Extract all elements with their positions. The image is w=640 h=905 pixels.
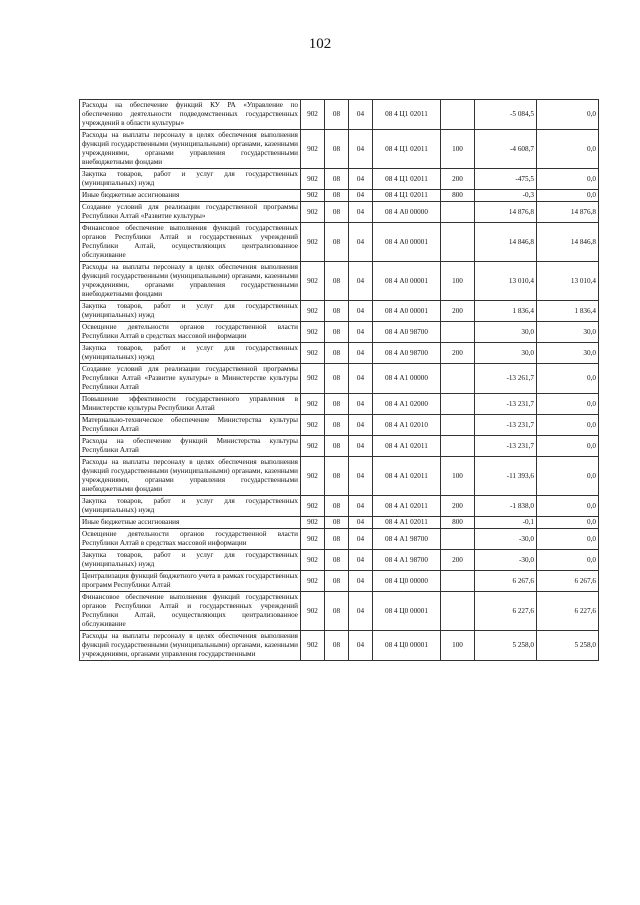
ministry-code: 902	[301, 262, 325, 301]
table-row	[80, 631, 599, 661]
ministry-code: 902	[301, 496, 325, 517]
expense-type	[441, 415, 475, 436]
row-name: Финансовое обеспечение выполнения функций государственных органов Республики Алтай и государственных учреждений Республики Алтай, осуществляющих централизованное обслуживание	[80, 592, 301, 631]
expense-type: 100	[441, 262, 475, 301]
amount-second: 0,0	[537, 394, 599, 415]
target-article: 08 4 А0 00001	[373, 262, 441, 301]
section-code: 08	[325, 262, 349, 301]
amount-first: 30,0	[475, 343, 537, 364]
expense-type	[441, 394, 475, 415]
row-name: Закупка товаров, работ и услуг для государственных (муниципальных) нужд	[80, 550, 301, 571]
target-article: 08 4 А1 02011	[373, 436, 441, 457]
table-row	[80, 202, 599, 223]
expense-type: 800	[441, 190, 475, 202]
expense-type: 200	[441, 343, 475, 364]
row-name: Закупка товаров, работ и услуг для государственных (муниципальных) нужд	[80, 496, 301, 517]
target-article: 08 4 Ц1 02011	[373, 190, 441, 202]
target-article: 08 4 А0 00001	[373, 301, 441, 322]
table-row	[80, 301, 599, 322]
amount-first: -13 231,7	[475, 394, 537, 415]
amount-first: -4 608,7	[475, 130, 537, 169]
expense-type	[441, 529, 475, 550]
row-name: Материально-техническое обеспечение Министерства культуры Республики Алтай	[80, 415, 301, 436]
amount-first: 5 258,0	[475, 631, 537, 661]
amount-first: -30,0	[475, 550, 537, 571]
amount-second: 0,0	[537, 130, 599, 169]
row-name: Освещение деятельности органов государственной власти Республики Алтай в средствах массовой информации	[80, 322, 301, 343]
table-row	[80, 436, 599, 457]
row-name: Создание условий для реализации государственной программы Республики Алтай «Развитие культуры» в Министерстве культуры Республики Алтай	[80, 364, 301, 394]
amount-second: 0,0	[537, 364, 599, 394]
section-code: 08	[325, 457, 349, 496]
row-name: Освещение деятельности органов государственной власти Республики Алтай в средствах массовой информации	[80, 529, 301, 550]
section-code: 08	[325, 415, 349, 436]
subsection-code: 04	[349, 517, 373, 529]
ministry-code: 902	[301, 301, 325, 322]
subsection-code: 04	[349, 415, 373, 436]
amount-second: 0,0	[537, 529, 599, 550]
amount-second: 0,0	[537, 517, 599, 529]
row-name: Расходы на обеспечение функций Министерства культуры Республики Алтай	[80, 436, 301, 457]
row-name: Расходы на выплаты персоналу в целях обеспечения выполнения функций государственными (муниципальными) органами, казенными учреждениями, органами управления государственными внебюджетными фондами	[80, 457, 301, 496]
amount-second: 0,0	[537, 169, 599, 190]
row-name: Финансовое обеспечение выполнения функций государственных органов Республики Алтай и государственных учреждений Республики Алтай, осуществляющих централизованное обслуживание	[80, 223, 301, 262]
amount-second: 0,0	[537, 100, 599, 130]
amount-second: 6 267,6	[537, 571, 599, 592]
ministry-code: 902	[301, 364, 325, 394]
target-article: 08 4 А1 98700	[373, 550, 441, 571]
table-row	[80, 364, 599, 394]
amount-first: -0,1	[475, 517, 537, 529]
table-row	[80, 496, 599, 517]
table-row	[80, 550, 599, 571]
table-row	[80, 190, 599, 202]
expense-type: 200	[441, 301, 475, 322]
row-name: Иные бюджетные ассигнования	[80, 190, 301, 202]
row-name: Расходы на выплаты персоналу в целях обеспечения выполнения функций государственными (муниципальными) органами, казенными учреждениями, органами управления государственными внебюджетными фондами	[80, 130, 301, 169]
target-article: 08 4 А1 02000	[373, 394, 441, 415]
table-row	[80, 517, 599, 529]
table-row	[80, 394, 599, 415]
row-name: Закупка товаров, работ и услуг для государственных (муниципальных) нужд	[80, 301, 301, 322]
target-article: 08 4 А1 02010	[373, 415, 441, 436]
amount-first: -13 231,7	[475, 415, 537, 436]
ministry-code: 902	[301, 394, 325, 415]
amount-second: 14 876,8	[537, 202, 599, 223]
row-name: Централизация функций бюджетного учета в рамках государственных программ Республики Алтай	[80, 571, 301, 592]
amount-first: 1 836,4	[475, 301, 537, 322]
ministry-code: 902	[301, 529, 325, 550]
expense-type	[441, 592, 475, 631]
subsection-code: 04	[349, 394, 373, 415]
subsection-code: 04	[349, 223, 373, 262]
subsection-code: 04	[349, 550, 373, 571]
row-name: Повышение эффективности государственного управления в Министерстве культуры Республики Алтай	[80, 394, 301, 415]
subsection-code: 04	[349, 529, 373, 550]
table-row	[80, 322, 599, 343]
section-code: 08	[325, 169, 349, 190]
section-code: 08	[325, 550, 349, 571]
amount-first: -5 084,5	[475, 100, 537, 130]
ministry-code: 902	[301, 631, 325, 661]
target-article: 08 4 А0 98700	[373, 322, 441, 343]
amount-first: -475,5	[475, 169, 537, 190]
target-article: 08 4 Ц0 00000	[373, 571, 441, 592]
ministry-code: 902	[301, 100, 325, 130]
section-code: 08	[325, 100, 349, 130]
section-code: 08	[325, 529, 349, 550]
amount-second: 1 836,4	[537, 301, 599, 322]
target-article: 08 4 А1 98700	[373, 529, 441, 550]
row-name: Закупка товаров, работ и услуг для государственных (муниципальных) нужд	[80, 343, 301, 364]
expense-type	[441, 364, 475, 394]
target-article: 08 4 Ц1 02011	[373, 130, 441, 169]
expense-type	[441, 223, 475, 262]
ministry-code: 902	[301, 457, 325, 496]
subsection-code: 04	[349, 496, 373, 517]
expense-type	[441, 436, 475, 457]
target-article: 08 4 А1 02011	[373, 457, 441, 496]
expense-type: 100	[441, 457, 475, 496]
target-article: 08 4 Ц1 02011	[373, 100, 441, 130]
amount-first: 6 267,6	[475, 571, 537, 592]
ministry-code: 902	[301, 130, 325, 169]
subsection-code: 04	[349, 571, 373, 592]
expense-type: 100	[441, 631, 475, 661]
amount-first: 14 846,8	[475, 223, 537, 262]
section-code: 08	[325, 571, 349, 592]
target-article: 08 4 А0 00001	[373, 223, 441, 262]
ministry-code: 902	[301, 190, 325, 202]
subsection-code: 04	[349, 364, 373, 394]
expense-type: 800	[441, 517, 475, 529]
subsection-code: 04	[349, 457, 373, 496]
section-code: 08	[325, 631, 349, 661]
expense-type	[441, 322, 475, 343]
subsection-code: 04	[349, 322, 373, 343]
expense-type: 200	[441, 169, 475, 190]
row-name: Закупка товаров, работ и услуг для государственных (муниципальных) нужд	[80, 169, 301, 190]
section-code: 08	[325, 394, 349, 415]
table-row	[80, 262, 599, 301]
amount-second: 0,0	[537, 457, 599, 496]
section-code: 08	[325, 190, 349, 202]
ministry-code: 902	[301, 343, 325, 364]
row-name: Создание условий для реализации государственной программы Республики Алтай «Развитие культуры»	[80, 202, 301, 223]
amount-second: 30,0	[537, 343, 599, 364]
ministry-code: 902	[301, 223, 325, 262]
amount-second: 0,0	[537, 436, 599, 457]
amount-first: -13 261,7	[475, 364, 537, 394]
amount-first: -1 838,0	[475, 496, 537, 517]
amount-first: -11 393,6	[475, 457, 537, 496]
section-code: 08	[325, 130, 349, 169]
ministry-code: 902	[301, 550, 325, 571]
table-row	[80, 457, 599, 496]
section-code: 08	[325, 301, 349, 322]
amount-second: 0,0	[537, 496, 599, 517]
section-code: 08	[325, 343, 349, 364]
target-article: 08 4 Ц1 02011	[373, 169, 441, 190]
amount-second: 5 258,0	[537, 631, 599, 661]
table-row	[80, 100, 599, 130]
subsection-code: 04	[349, 436, 373, 457]
amount-second: 0,0	[537, 190, 599, 202]
section-code: 08	[325, 436, 349, 457]
subsection-code: 04	[349, 631, 373, 661]
ministry-code: 902	[301, 436, 325, 457]
row-name: Расходы на обеспечение функций КУ РА «Управление по обеспечению деятельности подведомственных государственных учреждений в области культуры»	[80, 100, 301, 130]
table-row	[80, 592, 599, 631]
section-code: 08	[325, 517, 349, 529]
target-article: 08 4 А1 00000	[373, 364, 441, 394]
table-row	[80, 169, 599, 190]
table-body	[80, 100, 599, 661]
expense-type	[441, 571, 475, 592]
section-code: 08	[325, 322, 349, 343]
expense-type: 200	[441, 550, 475, 571]
amount-first: -13 231,7	[475, 436, 537, 457]
ministry-code: 902	[301, 415, 325, 436]
amount-second: 6 227,6	[537, 592, 599, 631]
row-name: Расходы на выплаты персоналу в целях обеспечения выполнения функций государственными (муниципальными) органами, казенными учреждениями, органами управления государственными	[80, 631, 301, 661]
budget-table	[79, 99, 599, 661]
page-number: 102	[308, 36, 332, 52]
target-article: 08 4 А0 00000	[373, 202, 441, 223]
amount-second: 13 010,4	[537, 262, 599, 301]
amount-second: 14 846,8	[537, 223, 599, 262]
subsection-code: 04	[349, 592, 373, 631]
ministry-code: 902	[301, 571, 325, 592]
amount-second: 30,0	[537, 322, 599, 343]
subsection-code: 04	[349, 169, 373, 190]
table-row	[80, 130, 599, 169]
table-row	[80, 529, 599, 550]
section-code: 08	[325, 592, 349, 631]
expense-type: 200	[441, 496, 475, 517]
subsection-code: 04	[349, 262, 373, 301]
ministry-code: 902	[301, 169, 325, 190]
amount-first: 6 227,6	[475, 592, 537, 631]
target-article: 08 4 Ц0 00001	[373, 592, 441, 631]
subsection-code: 04	[349, 301, 373, 322]
subsection-code: 04	[349, 202, 373, 223]
subsection-code: 04	[349, 343, 373, 364]
table-row	[80, 223, 599, 262]
amount-first: 13 010,4	[475, 262, 537, 301]
amount-first: -30,0	[475, 529, 537, 550]
ministry-code: 902	[301, 322, 325, 343]
expense-type	[441, 100, 475, 130]
amount-first: 30,0	[475, 322, 537, 343]
subsection-code: 04	[349, 130, 373, 169]
row-name: Иные бюджетные ассигнования	[80, 517, 301, 529]
table-row	[80, 415, 599, 436]
target-article: 08 4 А1 02011	[373, 517, 441, 529]
ministry-code: 902	[301, 202, 325, 223]
table-row	[80, 571, 599, 592]
amount-first: 14 876,8	[475, 202, 537, 223]
section-code: 08	[325, 223, 349, 262]
target-article: 08 4 А1 02011	[373, 496, 441, 517]
ministry-code: 902	[301, 517, 325, 529]
amount-first: -0,3	[475, 190, 537, 202]
section-code: 08	[325, 364, 349, 394]
amount-second: 0,0	[537, 550, 599, 571]
subsection-code: 04	[349, 100, 373, 130]
section-code: 08	[325, 202, 349, 223]
table-row	[80, 343, 599, 364]
expense-type: 100	[441, 130, 475, 169]
target-article: 08 4 А0 98700	[373, 343, 441, 364]
ministry-code: 902	[301, 592, 325, 631]
section-code: 08	[325, 496, 349, 517]
expense-type	[441, 202, 475, 223]
row-name: Расходы на выплаты персоналу в целях обеспечения выполнения функций государственными (муниципальными) органами, казенными учреждениями, органами управления государственными внебюджетными фондами	[80, 262, 301, 301]
target-article: 08 4 Ц0 00001	[373, 631, 441, 661]
subsection-code: 04	[349, 190, 373, 202]
amount-second: 0,0	[537, 415, 599, 436]
